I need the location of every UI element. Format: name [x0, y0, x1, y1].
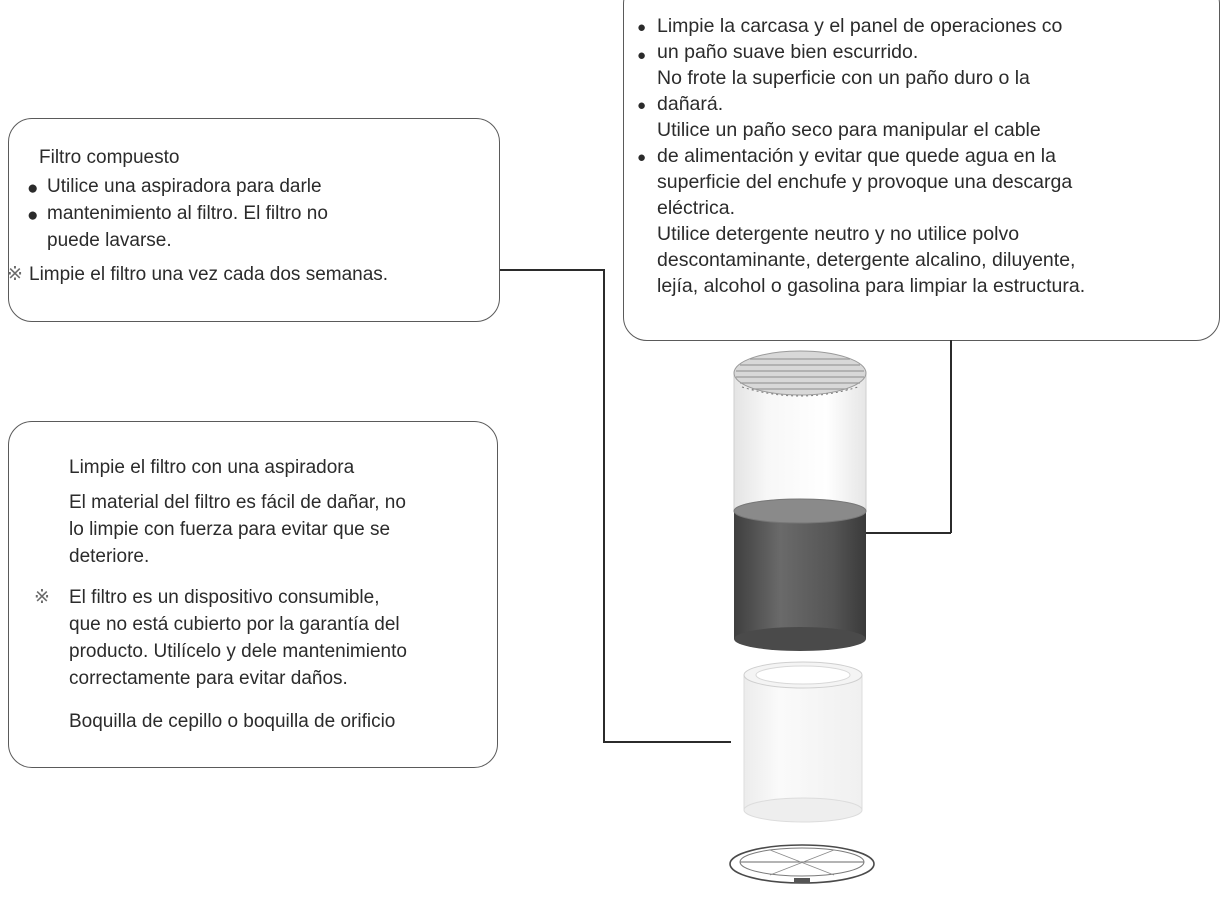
- bullet-icon: ●: [27, 205, 39, 226]
- composite-filter-note: Limpie el filtro una vez cada dos semanas.: [29, 264, 389, 285]
- housing-clean-line-1: Limpie la carcasa y el panel de operaciones co: [657, 15, 1063, 37]
- housing-clean-line-9: Utilice detergente neutro y no utilice polvo: [657, 223, 1020, 245]
- vacuum-clean-line-1: El material del filtro es fácil de dañar, no: [69, 492, 406, 513]
- vacuum-clean-note-4: correctamente para evitar daños.: [69, 668, 348, 689]
- reference-mark-icon: ※: [34, 587, 50, 608]
- housing-clean-callout: [623, 0, 1220, 341]
- bullet-icon: ●: [637, 19, 647, 36]
- housing-clean-line-2: un paño suave bien escurrido.: [657, 41, 919, 63]
- air-purifier-exploded-illustration: [700, 345, 900, 895]
- nozzle-label: Boquilla de cepillo o boquilla de orificio: [69, 711, 396, 732]
- vacuum-clean-title: Limpie el filtro con una aspiradora: [69, 457, 355, 478]
- reference-mark-icon: ※: [7, 264, 23, 285]
- vacuum-clean-note-1: El filtro es un dispositivo consumible,: [69, 587, 380, 608]
- composite-filter-callout: [8, 118, 500, 322]
- connector-line-housing-v: [950, 340, 952, 533]
- top-unit: [734, 351, 866, 523]
- housing-clean-line-7: superficie del enchufe y provoque una descarga: [657, 171, 1073, 193]
- connector-line-composite-v: [603, 269, 605, 742]
- housing-clean-line-3: No frote la superficie con un paño duro o la: [657, 67, 1030, 89]
- composite-filter-line-1: Utilice una aspiradora para darle: [47, 176, 322, 197]
- housing-clean-line-4: dañará.: [657, 93, 724, 115]
- bullet-icon: ●: [27, 178, 39, 199]
- vacuum-clean-note-2: que no está cubierto por la garantía del: [69, 614, 400, 635]
- lower-filter-cylinder: [744, 662, 862, 822]
- vacuum-clean-note-3: producto. Utilícelo y dele mantenimiento: [69, 641, 407, 662]
- housing-clean-line-6: de alimentación y evitar que quede agua en la: [657, 145, 1056, 167]
- housing-clean-line-8: eléctrica.: [657, 197, 736, 219]
- composite-filter-band: [734, 499, 866, 651]
- vacuum-clean-line-2: lo limpie con fuerza para evitar que se: [69, 519, 391, 540]
- housing-clean-line-5: Utilice un paño seco para manipular el cable: [657, 119, 1041, 141]
- composite-filter-line-2: mantenimiento al filtro. El filtro no: [47, 203, 328, 224]
- base-ring: [730, 845, 874, 883]
- connector-line-composite-h1: [500, 269, 604, 271]
- housing-clean-line-10: descontaminante, detergente alcalino, diluyente,: [657, 249, 1076, 271]
- vacuum-clean-line-3: deteriore.: [69, 546, 150, 567]
- composite-filter-line-3: puede lavarse.: [47, 230, 172, 251]
- bullet-icon: ●: [637, 149, 647, 166]
- vacuum-clean-callout: [8, 421, 498, 768]
- bullet-icon: ●: [637, 47, 647, 64]
- bullet-icon: ●: [637, 97, 647, 114]
- housing-clean-line-11: lejía, alcohol o gasolina para limpiar la estructura.: [657, 275, 1086, 297]
- composite-filter-title: Filtro compuesto: [39, 147, 180, 168]
